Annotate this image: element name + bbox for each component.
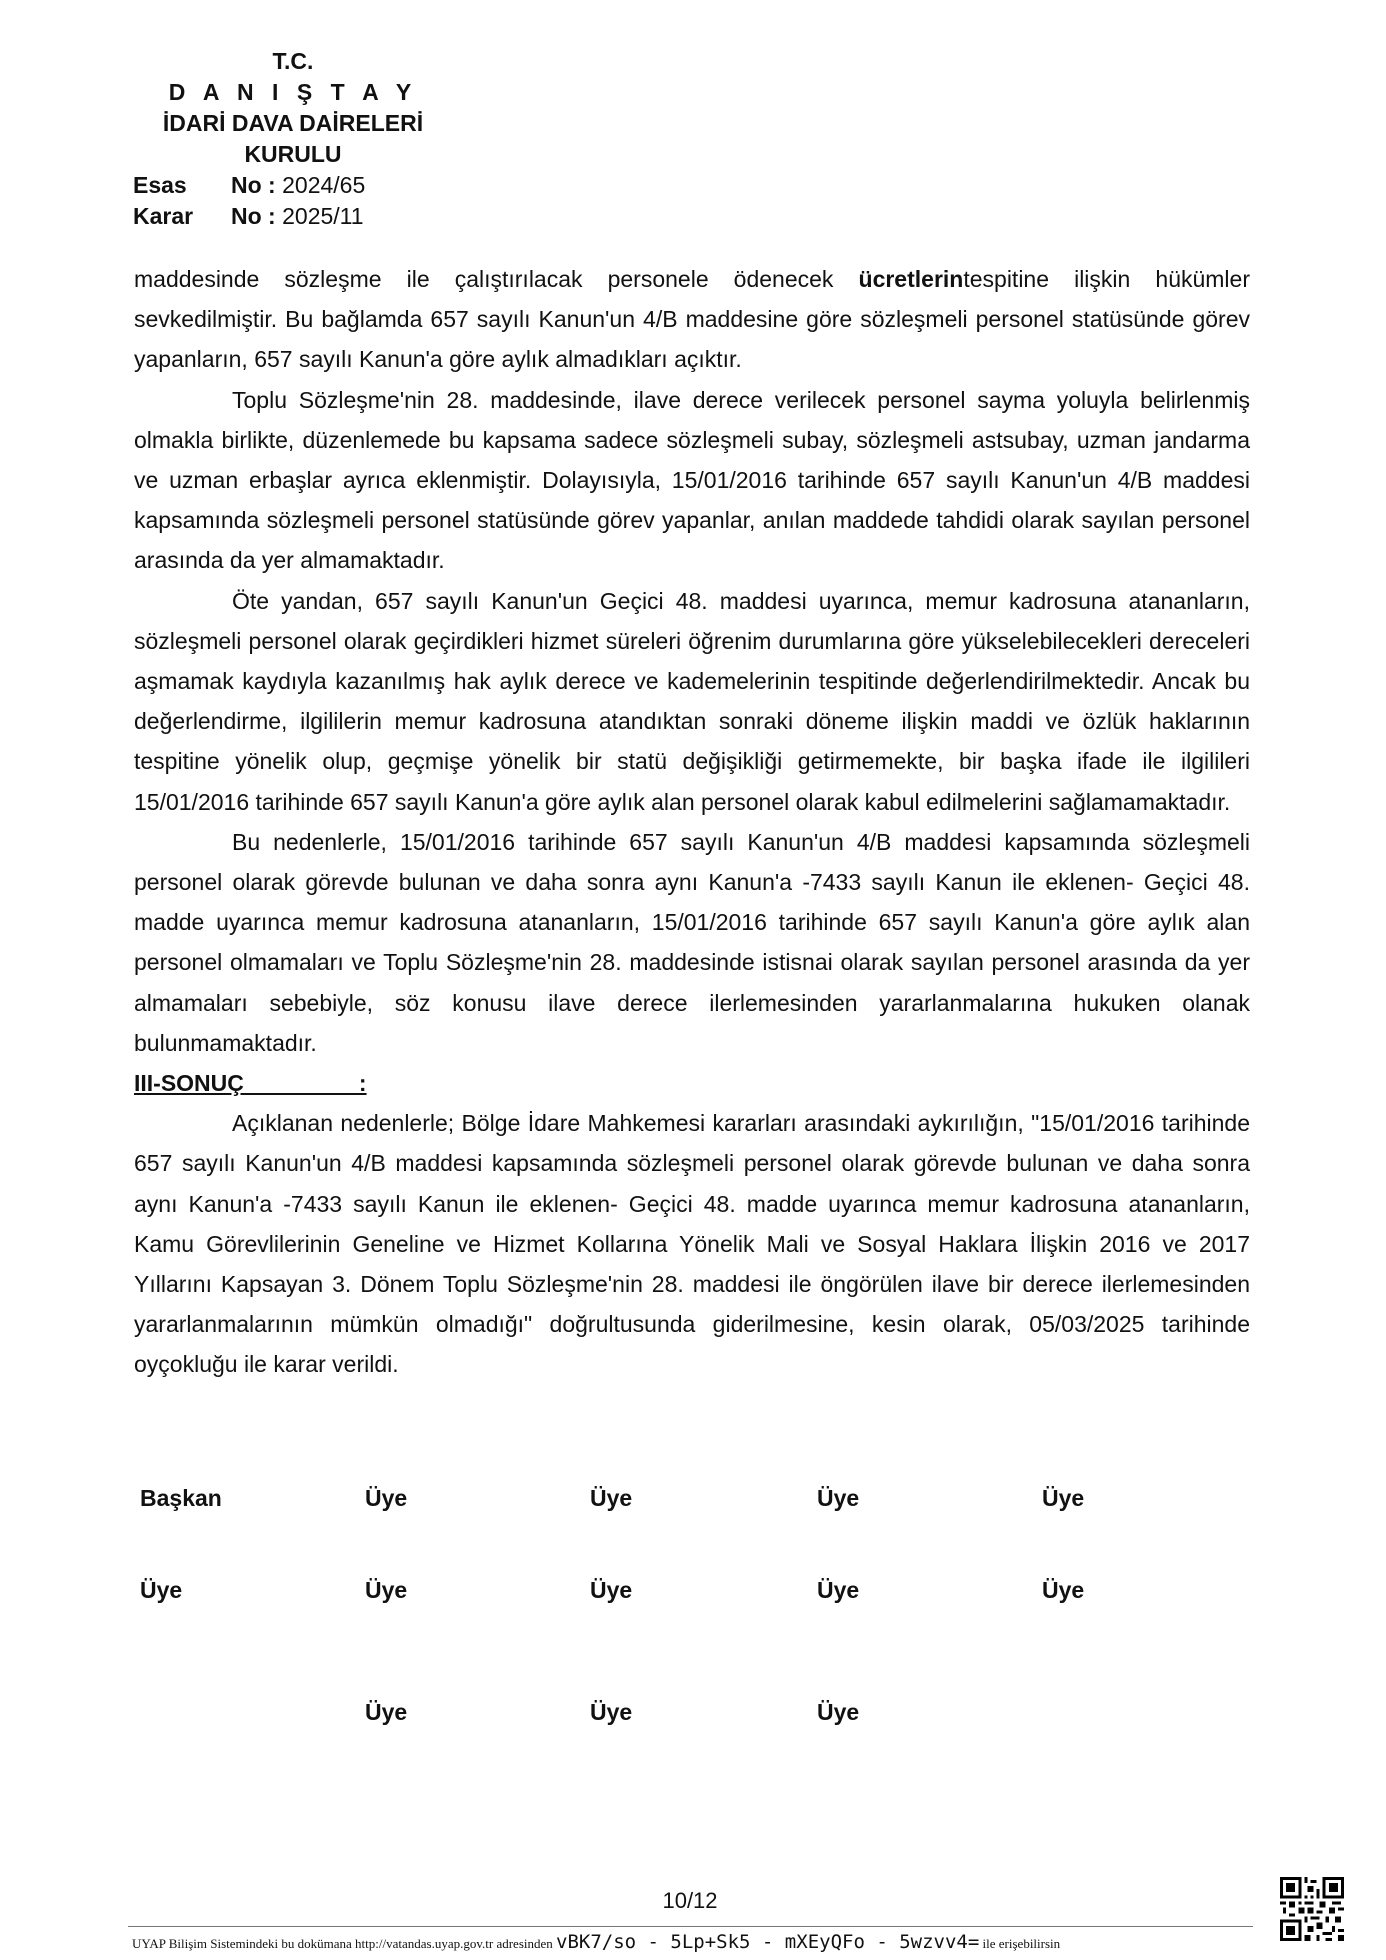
- esas-row: [133, 170, 453, 201]
- signer-uye: Üye: [1042, 1485, 1085, 1511]
- signer-baskan: Başkan: [140, 1485, 222, 1511]
- verification-code: vBK7/so - 5Lp+Sk5 - mXEyQFo - 5wzvv4=: [556, 1931, 980, 1953]
- esas-no-label: No :: [231, 172, 276, 198]
- header-danistay: D A N I Ş T A Y: [168, 79, 418, 105]
- signature-row-1: [140, 1478, 1260, 1518]
- footer-prefix: UYAP Bilişim Sistemindeki bu dokümana http://vatandas.uyap.gov.tr adresinden: [132, 1936, 557, 1951]
- signer-uye: Üye: [817, 1577, 860, 1603]
- paragraph-1-text-a: maddesinde sözleşme ile çalıştırılacak personele ödenecek: [134, 266, 859, 292]
- paragraph-3: Öte yandan, 657 sayılı Kanun'un Geçici 48. maddesi uyarınca, memur kadrosuna atananların, sözleşmeli personel olarak geçirdikleri hizmet süreleri öğrenim durumlarına göre yükselebilecekleri dereceleri aşmamak kaydıyla kazanılmış hak aylık derece ve kademelerinin tespitinde değerlendirilmektedir. Ancak bu değerlendirme, ilgililerin memur kadrosuna atandıktan sonraki döneme ilişkin maddi ve özlük haklarının tespitine yönelik olup, geçmişe yönelik bir statü değişikliği getirmemekte, bir başka ifade ile ilgilileri 15/01/2016 tarihinde 657 sayılı Kanun'a göre aylık alan personel olarak kabul edilmelerini sağlamamaktadır.: [134, 587, 1250, 815]
- header-chamber: İDARİ DAVA DAİRELERİ: [162, 110, 424, 136]
- page-number: 10/12: [662, 1888, 718, 1913]
- document-header: [133, 46, 453, 232]
- esas-label: Esas: [133, 172, 187, 198]
- signer-uye: Üye: [1042, 1577, 1085, 1603]
- karar-label: Karar: [133, 203, 194, 229]
- footer: [132, 1932, 1252, 1954]
- signer-uye: Üye: [140, 1577, 183, 1603]
- section-heading: III-SONUÇ :: [134, 1070, 367, 1097]
- esas-value: 2024/65: [282, 172, 366, 198]
- signature-row-3: [140, 1692, 1260, 1732]
- signer-uye: Üye: [817, 1699, 860, 1725]
- footer-suffix: ile erişebilirsin: [979, 1936, 1061, 1951]
- karar-value: 2025/11: [282, 203, 364, 229]
- paragraph-1-bold: ücretlerin: [858, 266, 964, 292]
- footer-divider: [128, 1926, 1253, 1927]
- qr-code-icon: [1280, 1877, 1344, 1941]
- paragraph-5: Açıklanan nedenlerle; Bölge İdare Mahkemesi kararları arasındaki aykırılığın, "15/01/2016 tarihinde 657 sayılı Kanun'un 4/B maddesi kapsamında sözleşmeli personel olarak görevde bulunan ve daha sonra aynı Kanun'a -7433 sayılı Kanun ile eklenen- Geçici 48. madde uyarınca memur kadrosuna atananların, Kamu Görevlilerinin Geneline ve Hizmet Kollarına Yönelik Mali ve Sosyal Haklara İlişkin 2016 ve 2017 Yıllarını Kapsayan 3. Dönem Toplu Sözleşme'nin 28. maddesi ile öngörülen ilave bir derece ilerlemesinden yararlanmalarının mümkün olmadığı" doğrultusunda giderilmesine, kesin olarak, 05/03/2025 tarihinde oyçokluğu ile karar verildi.: [134, 1110, 1250, 1378]
- header-tc: T.C.: [272, 48, 314, 74]
- paragraph-4: Bu nedenlerle, 15/01/2016 tarihinde 657 sayılı Kanun'un 4/B maddesi kapsamında sözleşmeli personel olarak görevde bulunan ve daha sonra aynı Kanun'a -7433 sayılı Kanun ile eklenen- Geçici 48. madde uyarınca memur kadrosuna atananların, 15/01/2016 tarihinde 657 sayılı Kanun'a göre aylık alan personel olmamaları ve Toplu Sözleşme'nin 28. maddesinde istisnai olarak sayılan personel arasında da yer almamaları sebebiyle, söz konusu ilave derece ilerlemesinden yararlanmalarına hukuken olanak bulunmamaktadır.: [134, 828, 1250, 1056]
- paragraph-1-text-b: tespitine ilişkin hükümler sevkedilmiştir. Bu bağlamda 657 sayılı Kanun'un 4/B maddesine göre sözleşmeli personel statüsünde görev yapanların, 657 sayılı Kanun'a göre aylık almadıkları açıktır.: [134, 266, 1250, 373]
- paragraph-2: Toplu Sözleşme'nin 28. maddesinde, ilave derece verilecek personel sayma yoluyla belirlenmiş olmakla birlikte, düzenlemede bu kapsama sadece sözleşmeli subay, sözleşmeli astsubay, uzman jandarma ve uzman erbaşlar ayrıca eklenmiştir. Dolayısıyla, 15/01/2016 tarihinde 657 sayılı Kanun'un 4/B maddesi kapsamında sözleşmeli personel statüsünde görev yapanlar, anılan maddede tahdidi olarak sayılan personel arasında da yer almamaktadır.: [134, 386, 1250, 574]
- decision-body: [134, 259, 1250, 1385]
- header-kurulu: KURULU: [244, 141, 342, 167]
- karar-no-label: No :: [231, 203, 276, 229]
- signer-uye: Üye: [365, 1485, 408, 1511]
- signature-row-2: [140, 1570, 1260, 1610]
- signer-uye: Üye: [817, 1485, 860, 1511]
- signature-block: [140, 1478, 1260, 1732]
- signer-uye: Üye: [365, 1577, 408, 1603]
- signer-uye: Üye: [590, 1485, 633, 1511]
- signer-uye: Üye: [365, 1699, 408, 1725]
- signer-uye: Üye: [590, 1577, 633, 1603]
- signer-uye: Üye: [590, 1699, 633, 1725]
- paragraph-1: [134, 259, 1250, 380]
- karar-row: [133, 201, 453, 232]
- section-heading-row: [134, 1063, 1250, 1103]
